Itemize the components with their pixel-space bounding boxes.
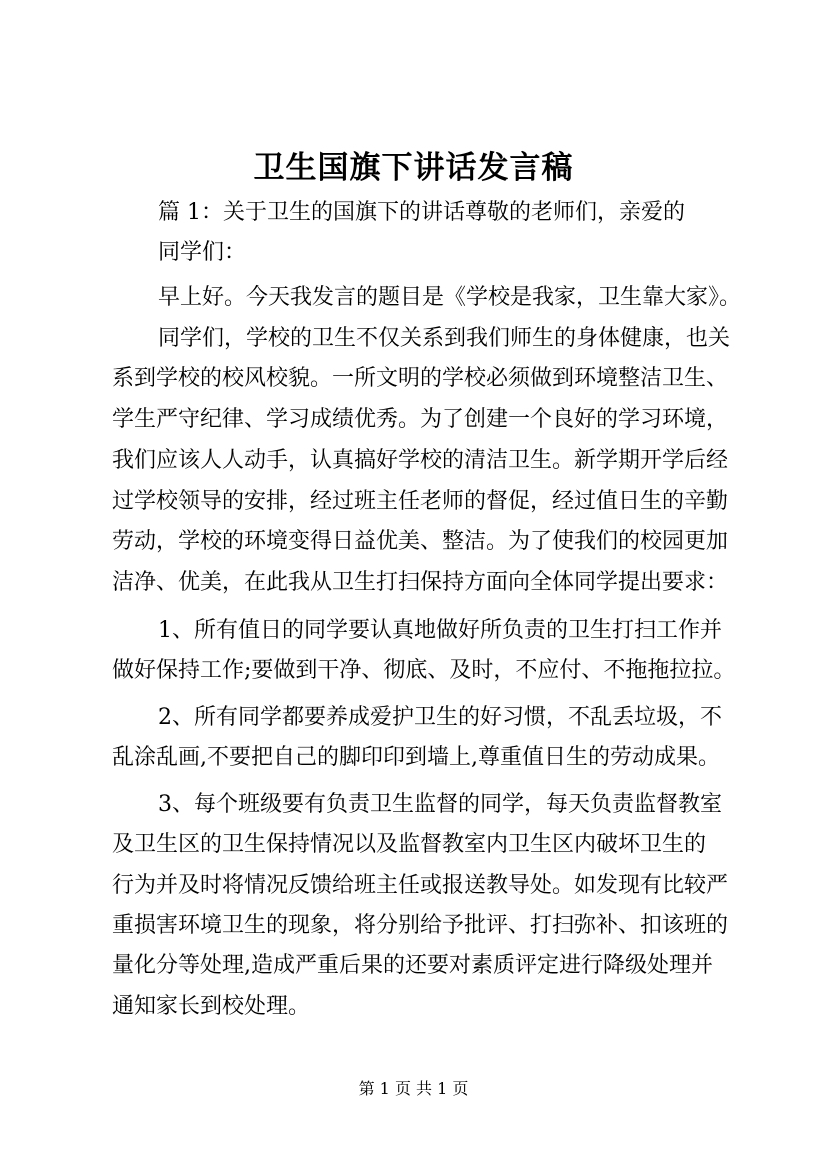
body-line: 同学们： xyxy=(158,240,247,265)
body-line: 量化分等处理,造成严重后果的还要对素质评定进行降级处理并 xyxy=(112,953,713,978)
body-line: 同学们，学校的卫生不仅关系到我们师生的身体健康，也关 xyxy=(158,326,731,351)
body-line: 乱涂乱画,不要把自己的脚印印到墙上,尊重值日生的劳动成果。 xyxy=(112,745,720,770)
body-line: 篇 1：关于卫生的国旗下的讲话尊敬的老师们，亲爱的 xyxy=(158,200,685,225)
body-line: 行为并及时将情况反馈给班主任或报送教导处。如发现有比较严 xyxy=(112,873,729,898)
body-line: 通知家长到校处理。 xyxy=(112,994,311,1019)
body-line: 1、所有值日的同学要认真地做好所负责的卫生打扫工作并 xyxy=(158,618,722,643)
body-line: 及卫生区的卫生保持情况以及监督教室内卫生区内破坏卫生的 xyxy=(112,832,707,857)
document-title: 卫生国旗下讲话发言稿 xyxy=(253,150,574,186)
body-line: 洁净、优美，在此我从卫生打扫保持方面向全体同学提出要求： xyxy=(112,570,729,595)
body-line: 学生严守纪律、学习成绩优秀。为了创建一个良好的学习环境， xyxy=(112,407,729,432)
page-footer: 第 1 页 共 1 页 xyxy=(358,1079,469,1098)
body-line: 我们应该人人动手，认真搞好学校的清洁卫生。新学期开学后经 xyxy=(112,448,729,473)
body-line: 2、所有同学都要养成爱护卫生的好习惯，不乱丢垃圾，不 xyxy=(158,705,722,730)
body-line: 系到学校的校风校貌。一所文明的学校必须做到环境整洁卫生、 xyxy=(112,366,729,391)
body-line: 早上好。今天我发言的题目是《学校是我家，卫生靠大家》。 xyxy=(158,285,742,310)
body-line: 劳动，学校的环境变得日益优美、整洁。为了使我们的校园更加 xyxy=(112,529,729,554)
body-line: 做好保持工作;要做到干净、彻底、及时，不应付、不拖拖拉拉。 xyxy=(112,658,736,683)
body-line: 过学校领导的安排，经过班主任老师的督促，经过值日生的辛勤 xyxy=(112,489,729,514)
body-line: 重损害环境卫生的现象，将分别给予批评、打扫弥补、扣该班的 xyxy=(112,913,729,938)
body-line: 3、每个班级要有负责卫生监督的同学，每天负责监督教室 xyxy=(158,792,722,817)
